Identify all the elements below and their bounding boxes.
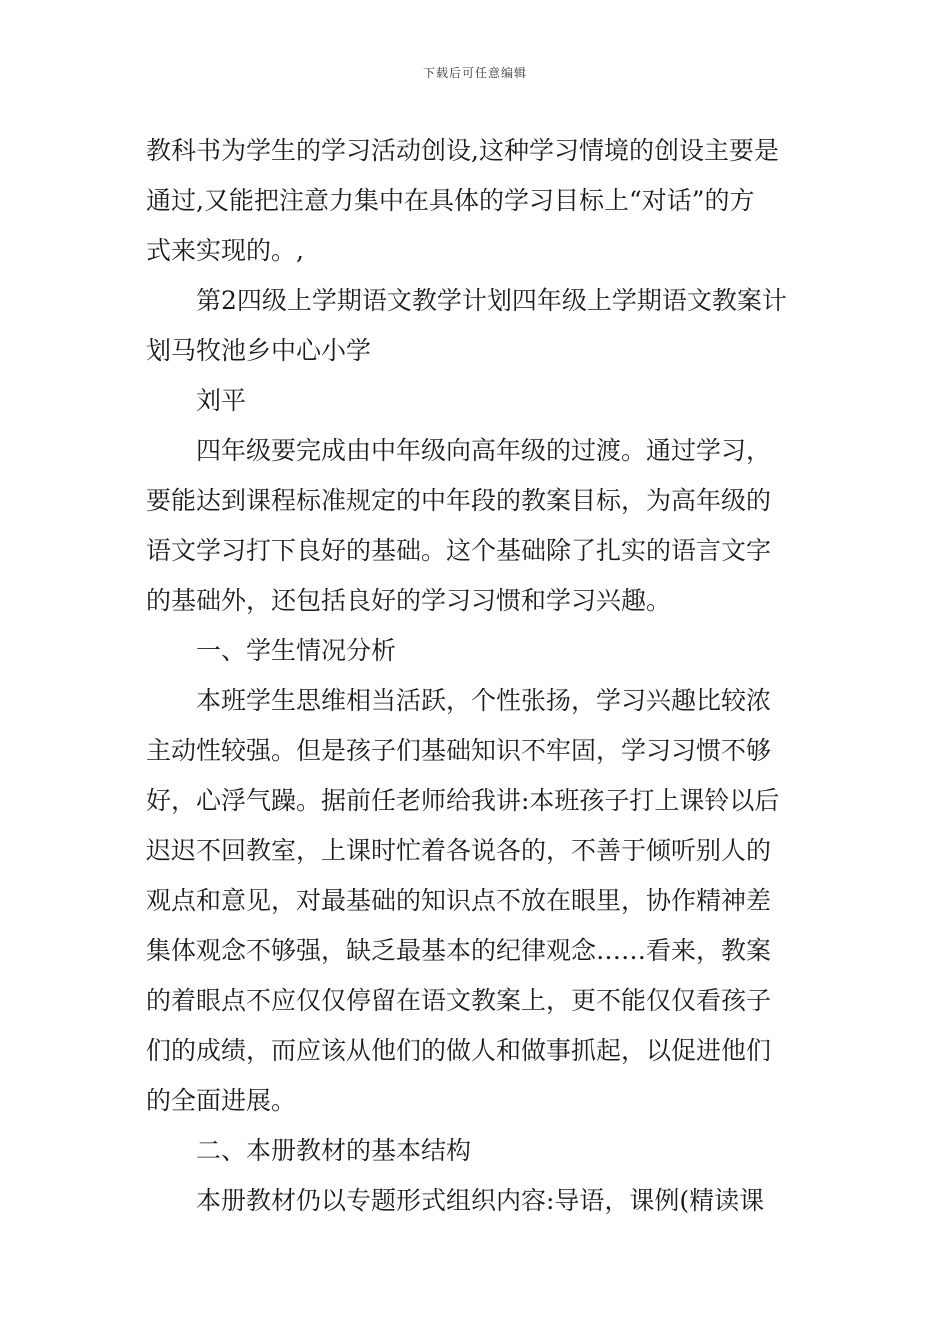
paragraph-overview bbox=[146, 426, 808, 626]
text-line: 要能达到课程标准规定的中年段的教案目标，为高年级的 bbox=[146, 486, 772, 515]
text-line: 们的成绩，而应该从他们的做人和做事抓起，以促进他们 bbox=[146, 1036, 772, 1065]
author-name: 刘平 bbox=[196, 386, 247, 415]
text-line: 本册教材仍以专题形式组织内容:导语，课例(精读课 bbox=[196, 1186, 765, 1215]
section-heading: 一、学生情况分析 bbox=[196, 636, 397, 665]
paragraph-intro-continuation bbox=[146, 126, 808, 276]
text-line: 四年级要完成由中年级向高年级的过渡。通过学习， bbox=[196, 436, 772, 465]
section-heading: 二、本册教材的基本结构 bbox=[196, 1136, 472, 1165]
text-line: 好，心浮气躁。据前任老师给我讲:本班孩子打上课铃以后 bbox=[146, 786, 780, 815]
page-header: 下载后可任意编辑 bbox=[422, 66, 527, 80]
text-line: 划马牧池乡中心小学 bbox=[146, 336, 372, 365]
text-line: 通过,又能把注意力集中在具体的学习目标上“对话”的方 bbox=[146, 186, 755, 215]
text-line: 迟迟不回教室，上课时忙着各说各的，不善于倾听别人的 bbox=[146, 836, 772, 865]
text-line: 语文学习打下良好的基础。这个基础除了扎实的语言文字 bbox=[146, 536, 772, 565]
text-line: 观点和意见，对最基础的知识点不放在眼里，协作精神差 bbox=[146, 886, 772, 915]
heading-student-analysis bbox=[146, 626, 808, 676]
paragraph-textbook-structure bbox=[146, 1176, 808, 1226]
text-line: 本班学生思维相当活跃，个性张扬，学习兴趣比较浓 bbox=[196, 686, 772, 715]
paragraph-section-title bbox=[146, 276, 808, 376]
document-body bbox=[146, 126, 808, 1226]
text-line: 的基础外，还包括良好的学习习惯和学习兴趣。 bbox=[146, 586, 672, 615]
paragraph-student-analysis bbox=[146, 676, 808, 1126]
text-line: 的着眼点不应仅仅停留在语文教案上，更不能仅仅看孩子 bbox=[146, 986, 772, 1015]
text-line: 第2四级上学期语文教学计划四年级上学期语文教案计 bbox=[196, 286, 787, 315]
text-line: 的全面进展。 bbox=[146, 1086, 297, 1115]
text-line: 式来实现的。, bbox=[146, 236, 304, 265]
text-line: 主动性较强。但是孩子们基础知识不牢固，学习习惯不够 bbox=[146, 736, 772, 765]
text-line: 教科书为学生的学习活动创设,这种学习情境的创设主要是 bbox=[146, 136, 779, 165]
paragraph-author bbox=[146, 376, 808, 426]
text-line: 集体观念不够强，缺乏最基本的纪律观念……看来，教案 bbox=[146, 936, 772, 965]
heading-textbook-structure bbox=[146, 1126, 808, 1176]
